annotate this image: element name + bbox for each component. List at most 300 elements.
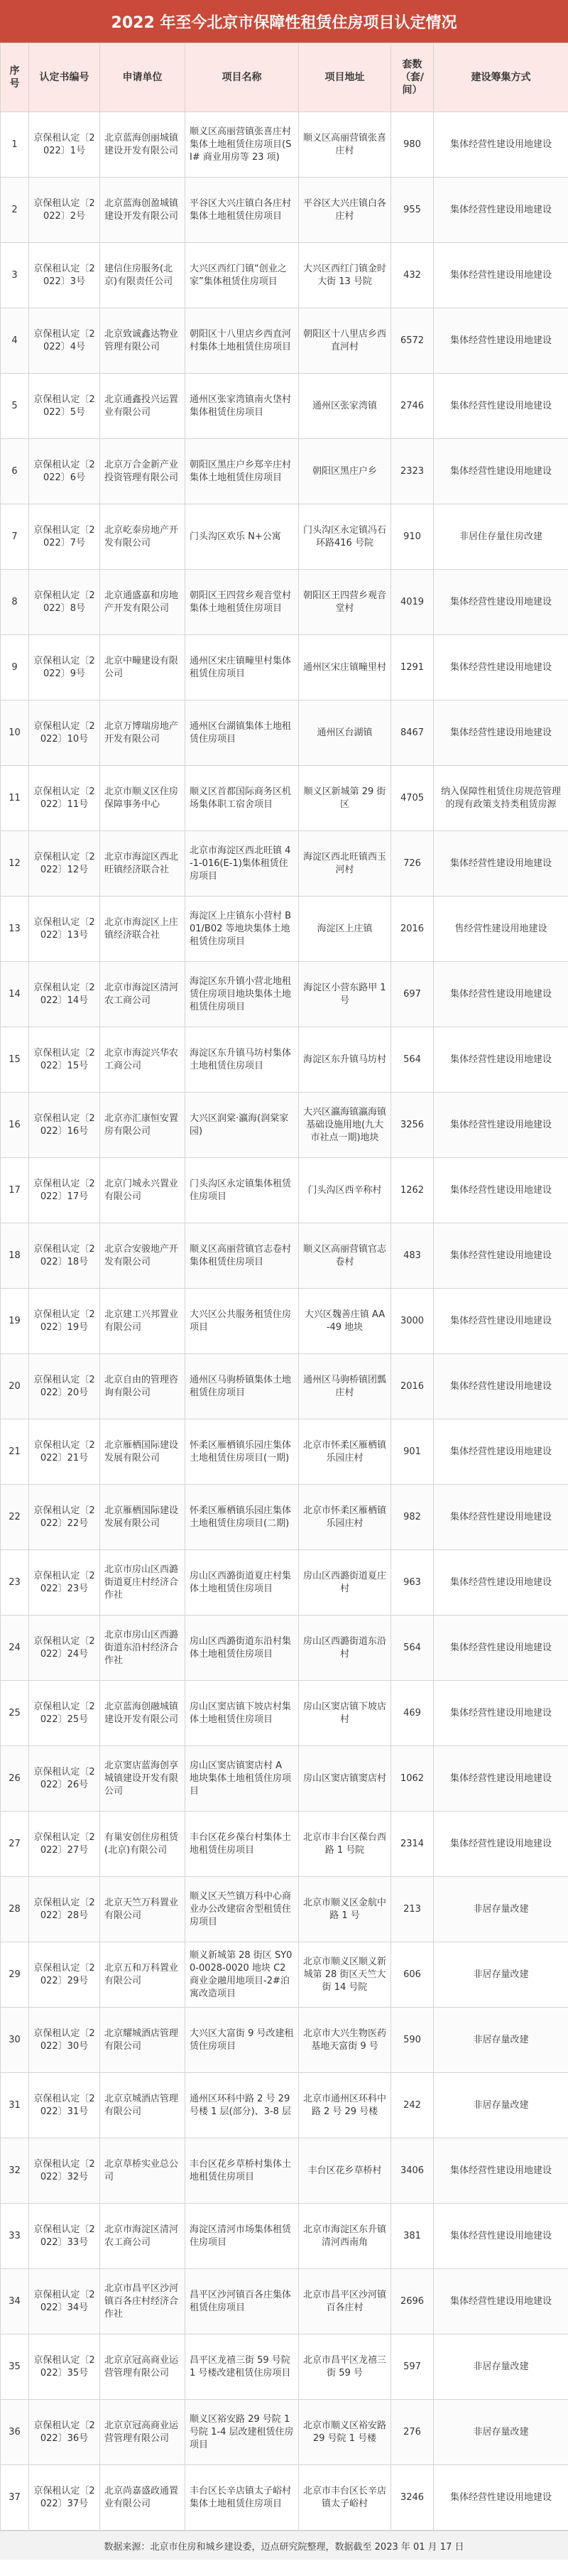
cell-applicant: 北京耀城酒店管理有限公司 [100,2008,185,2073]
cell-units: 8467 [391,700,434,766]
cell-code: 京保租认定〔2022〕11号 [29,766,100,831]
cell-address: 北京市昌平区龙禧三街 59 号 [299,2334,391,2400]
table-row [1,1616,568,1681]
cell-units: 2016 [391,897,434,962]
table-row [1,1158,568,1223]
cell-seq: 29 [1,1942,29,2008]
cell-seq: 4 [1,308,29,374]
cell-method: 集体经营性建设用地建设 [434,1223,568,1289]
cell-seq: 23 [1,1550,29,1616]
cell-code: 京保租认定〔2022〕26号 [29,1746,100,1812]
cell-method: 集体经营性建设用地建设 [434,831,568,897]
cell-method: 非居存量改建 [434,2400,568,2465]
cell-units: 1262 [391,1158,434,1223]
table-row [1,1419,568,1485]
cell-applicant: 建信住房服务(北京)有限责任公司 [100,243,185,308]
cell-seq: 1 [1,112,29,178]
cell-address: 通州区马驹桥镇团瓢庄村 [299,1354,391,1419]
cell-units: 1062 [391,1746,434,1812]
cell-project: 顺义区高丽营镇官志卷村集体租赁住房项目 [185,1223,299,1289]
header-applicant: 申请单位 [100,43,185,112]
cell-code: 京保租认定〔2022〕23号 [29,1550,100,1616]
cell-applicant: 北京京城酒店管理有限公司 [100,2073,185,2138]
cell-units: 2746 [391,374,434,439]
cell-address: 房山区西潞街道东沿村 [299,1616,391,1681]
cell-applicant: 北京雁栖国际建设发展有限公司 [100,1485,185,1550]
cell-applicant: 北京市海淀区清河农工商公司 [100,2204,185,2269]
cell-code: 京保租认定〔2022〕14号 [29,962,100,1027]
cell-address: 大兴区瀛海镇瀛海镇基础设施用地(九大市社点一期)地块 [299,1093,391,1158]
table-row [1,2400,568,2465]
cell-address: 北京市顺义区金航中路 1 号 [299,1877,391,1942]
cell-code: 京保租认定〔2022〕30号 [29,2008,100,2073]
cell-method: 集体经营性建设用地建设 [434,112,568,178]
cell-address: 朝阳区王四营乡观音堂村 [299,570,391,635]
cell-code: 京保租认定〔2022〕1号 [29,112,100,178]
cell-address: 海淀区西北旺镇西玉河村 [299,831,391,897]
cell-method: 集体经营性建设用地建设 [434,439,568,504]
cell-address: 门头沟区西辛称村 [299,1158,391,1223]
cell-units: 1291 [391,635,434,700]
cell-seq: 3 [1,243,29,308]
cell-project: 门头沟区永定镇集体租赁住房项目 [185,1158,299,1223]
cell-seq: 17 [1,1158,29,1223]
cell-code: 京保租认定〔2022〕22号 [29,1485,100,1550]
header-method: 建设筹集方式 [434,43,568,112]
cell-units: 213 [391,1877,434,1942]
cell-seq: 36 [1,2400,29,2465]
cell-project: 海淀区清河市场集体租赁住房项目 [185,2204,299,2269]
cell-code: 京保租认定〔2022〕12号 [29,831,100,897]
cell-project: 怀柔区雁栖镇乐园庄集体土地租赁住房项目(二期) [185,1485,299,1550]
cell-method: 集体经营性建设用地建设 [434,962,568,1027]
cell-seq: 7 [1,504,29,570]
cell-address: 门头沟区永定镇冯石环路416 号院 [299,504,391,570]
cell-code: 京保租认定〔2022〕24号 [29,1616,100,1681]
cell-seq: 21 [1,1419,29,1485]
cell-units: 590 [391,2008,434,2073]
table-row [1,1942,568,2008]
cell-seq: 30 [1,2008,29,2073]
cell-method: 集体经营性建设用地建设 [434,2269,568,2334]
cell-method: 集体经营性建设用地建设 [434,1485,568,1550]
cell-seq: 26 [1,1746,29,1812]
cell-code: 京保租认定〔2022〕7号 [29,504,100,570]
table-row [1,1093,568,1158]
cell-method: 集体经营性建设用地建设 [434,1093,568,1158]
cell-address: 顺义区高丽营镇张喜庄村 [299,112,391,178]
cell-applicant: 北京蓝海创盈城镇建设开发有限公司 [100,178,185,243]
cell-project: 丰台区花乡葆台村集体土地租赁住房项目 [185,1812,299,1877]
cell-address: 海淀区上庄镇 [299,897,391,962]
cell-project: 朝阳区黑庄户乡郑辛庄村集体土地租赁住房项目 [185,439,299,504]
table-header-row [1,43,568,112]
cell-code: 京保租认定〔2022〕6号 [29,439,100,504]
cell-applicant: 北京通鑫投兴运置业有限公司 [100,374,185,439]
table-row [1,504,568,570]
cell-code: 京保租认定〔2022〕5号 [29,374,100,439]
cell-units: 597 [391,2334,434,2400]
cell-code: 京保租认定〔2022〕8号 [29,570,100,635]
cell-address: 北京市怀柔区雁栖镇乐园庄村 [299,1485,391,1550]
cell-project: 北京市海淀区西北旺镇 4-1-016(E-1)集体租赁住房项目 [185,831,299,897]
cell-project: 大兴区西红门镇“创业之家”集体租赁住房项目 [185,243,299,308]
page-title: 2022 年至今北京市保障性租赁住房项目认定情况 [0,0,568,43]
cell-applicant: 北京中疃建设有限公司 [100,635,185,700]
cell-method: 集体经营性建设用地建设 [434,1681,568,1746]
cell-method: 集体经营性建设用地建设 [434,1027,568,1093]
cell-units: 2696 [391,2269,434,2334]
cell-address: 顺义区高丽营镇官志卷村 [299,1223,391,1289]
cell-project: 丰台区长辛店镇太子峪村集体土地租赁住房项目 [185,2465,299,2531]
table-row [1,439,568,504]
cell-method: 集体经营性建设用地建设 [434,243,568,308]
table-row [1,2465,568,2531]
cell-method: 集体经营性建设用地建设 [434,1616,568,1681]
table-row [1,2269,568,2334]
table-row [1,1550,568,1616]
cell-applicant: 北京市海淀区西北旺镇经济联合社 [100,831,185,897]
cell-project: 丰台区花乡草桥村集体土地租赁住房项目 [185,2138,299,2204]
cell-units: 2016 [391,1354,434,1419]
cell-project: 房山区西潞街道东沿村集体土地租赁住房项目 [185,1616,299,1681]
cell-applicant: 北京蓝海创融城镇建设开发有限公司 [100,1681,185,1746]
table-row [1,243,568,308]
cell-seq: 31 [1,2073,29,2138]
cell-applicant: 北京致诚鑫达物业管理有限公司 [100,308,185,374]
header-seq: 序号 [1,43,29,112]
table-row [1,308,568,374]
cell-project: 顺义区天竺镇万科中心商业办公改建宿舍型租赁住房项目 [185,1877,299,1942]
cell-project: 朝阳区十八里店乡西直河村集体土地租赁住房项目 [185,308,299,374]
cell-units: 469 [391,1681,434,1746]
cell-units: 2314 [391,1812,434,1877]
cell-project: 通州区马驹桥镇集体土地租赁住房项目 [185,1354,299,1419]
cell-project: 海淀区上庄镇东小营村 B01/B02 等地块集体土地租赁住房项目 [185,897,299,962]
cell-code: 京保租认定〔2022〕2号 [29,178,100,243]
cell-method: 集体经营性建设用地建设 [434,1812,568,1877]
cell-method: 集体经营性建设用地建设 [434,1289,568,1354]
cell-units: 3406 [391,2138,434,2204]
cell-seq: 34 [1,2269,29,2334]
table-row [1,2073,568,2138]
cell-applicant: 北京市昌平区沙河镇百各庄村经济合作社 [100,2269,185,2334]
header-address: 项目地址 [299,43,391,112]
cell-seq: 28 [1,1877,29,1942]
cell-address: 北京市顺义区裕安路 29 号院 1 号楼 [299,2400,391,2465]
cell-code: 京保租认定〔2022〕16号 [29,1093,100,1158]
cell-address: 北京市丰台区葆台西路 1 号院 [299,1812,391,1877]
cell-units: 3000 [391,1289,434,1354]
cell-project: 顺义区首都国际商务区机场集体职工宿舍项目 [185,766,299,831]
cell-units: 955 [391,178,434,243]
cell-seq: 24 [1,1616,29,1681]
cell-address: 房山区窦店镇下坡店村 [299,1681,391,1746]
cell-method: 集体经营性建设用地建设 [434,308,568,374]
cell-code: 京保租认定〔2022〕13号 [29,897,100,962]
cell-project: 顺义区高丽营镇张喜庄村集体土地租赁住房项目(SI# 商业用房等 23 项) [185,112,299,178]
cell-address: 朝阳区十八里店乡西直河村 [299,308,391,374]
cell-address: 北京市通州区环科中路 2 号 29 号楼 [299,2073,391,2138]
cell-project: 昌平区沙河镇百各庄集体租赁住房项目 [185,2269,299,2334]
cell-applicant: 北京窦店蓝海创享城镇建设开发有限公司 [100,1746,185,1812]
cell-project: 海淀区东升镇马坊村集体土地租赁住房项目 [185,1027,299,1093]
cell-project: 通州区台湖镇集体土地租赁住房项目 [185,700,299,766]
cell-units: 276 [391,2400,434,2465]
cell-method: 集体经营性建设用地建设 [434,1354,568,1419]
table-row [1,1223,568,1289]
cell-units: 564 [391,1616,434,1681]
cell-address: 海淀区小营东路甲 1 号 [299,962,391,1027]
cell-applicant: 北京合安骏地产开发有限公司 [100,1223,185,1289]
cell-units: 483 [391,1223,434,1289]
cell-address: 房山区窦店镇窦店村 [299,1746,391,1812]
cell-code: 京保租认定〔2022〕27号 [29,1812,100,1877]
cell-applicant: 北京天竺万科置业有限公司 [100,1877,185,1942]
table-row [1,1485,568,1550]
cell-applicant: 北京市顺义区住房保障事务中心 [100,766,185,831]
table-row [1,1746,568,1812]
cell-project: 通州区张家湾镇南火垡村集体租赁住房项目 [185,374,299,439]
cell-address: 大兴区魏善庄镇 AA-49 地块 [299,1289,391,1354]
cell-project: 房山区窦店镇窦店村 A 地块集体土地租赁住房项目 [185,1746,299,1812]
cell-applicant: 北京市海淀兴华农工商公司 [100,1027,185,1093]
cell-units: 6572 [391,308,434,374]
cell-address: 平谷区大兴庄镇白各庄村 [299,178,391,243]
cell-code: 京保租认定〔2022〕18号 [29,1223,100,1289]
cell-code: 京保租认定〔2022〕17号 [29,1158,100,1223]
cell-applicant: 北京市海淀区清河农工商公司 [100,962,185,1027]
cell-seq: 20 [1,1354,29,1419]
cell-seq: 13 [1,897,29,962]
table-row [1,700,568,766]
cell-applicant: 北京草桥实业总公司 [100,2138,185,2204]
cell-units: 697 [391,962,434,1027]
cell-units: 726 [391,831,434,897]
cell-applicant: 北京尚嘉盛政通置业有限公司 [100,2465,185,2531]
cell-seq: 10 [1,700,29,766]
table-row [1,1812,568,1877]
table-row [1,112,568,178]
cell-address: 朝阳区黑庄户乡 [299,439,391,504]
table-row [1,374,568,439]
table-row [1,897,568,962]
cell-code: 京保租认定〔2022〕25号 [29,1681,100,1746]
cell-seq: 14 [1,962,29,1027]
table-row [1,831,568,897]
cell-seq: 27 [1,1812,29,1877]
cell-seq: 33 [1,2204,29,2269]
cell-address: 通州区张家湾镇 [299,374,391,439]
data-source-note: 数据来源：北京市住房和城乡建设委，迈点研究院整理，数据截至 2023 年 01 月 17 日 [0,2531,568,2560]
cell-applicant: 北京京冠高商业运营管理有限公司 [100,2334,185,2400]
cell-method: 非居存量改建 [434,2008,568,2073]
cell-method: 非居存量改建 [434,1942,568,2008]
cell-applicant: 北京万博瑞房地产开发有限公司 [100,700,185,766]
table-row [1,2334,568,2400]
cell-method: 售经营性建设用地建设 [434,897,568,962]
cell-code: 京保租认定〔2022〕21号 [29,1419,100,1485]
cell-units: 980 [391,112,434,178]
cell-applicant: 北京门城永兴置业有限公司 [100,1158,185,1223]
cell-method: 非居存量改建 [434,2334,568,2400]
cell-units: 606 [391,1942,434,2008]
cell-applicant: 北京亦汇康恒安置房有限公司 [100,1093,185,1158]
cell-code: 京保租认定〔2022〕15号 [29,1027,100,1093]
cell-applicant: 北京蓝海创丽城镇建设开发有限公司 [100,112,185,178]
cell-project: 昌平区龙禧三街 59 号院 1 号楼改建租赁住房项目 [185,2334,299,2400]
cell-code: 京保租认定〔2022〕36号 [29,2400,100,2465]
cell-units: 432 [391,243,434,308]
cell-seq: 5 [1,374,29,439]
cell-units: 381 [391,2204,434,2269]
cell-applicant: 北京市房山区西潞街道夏庄村经济合作社 [100,1550,185,1616]
cell-code: 京保租认定〔2022〕29号 [29,1942,100,2008]
table-row [1,178,568,243]
table-row [1,1877,568,1942]
cell-address: 海淀区东升镇马坊村 [299,1027,391,1093]
table-row [1,1354,568,1419]
cell-applicant: 北京通盛嘉和房地产开发有限公司 [100,570,185,635]
cell-method: 非居存量改建 [434,1877,568,1942]
table-row [1,635,568,700]
cell-code: 京保租认定〔2022〕31号 [29,2073,100,2138]
cell-applicant: 北京京冠高商业运营管理有限公司 [100,2400,185,2465]
cell-seq: 25 [1,1681,29,1746]
cell-units: 3256 [391,1093,434,1158]
cell-applicant: 北京市房山区西潞街道东沿村经济合作社 [100,1616,185,1681]
table-row [1,2204,568,2269]
cell-method: 非居存量改建 [434,2073,568,2138]
cell-method: 集体经营性建设用地建设 [434,374,568,439]
cell-project: 平谷区大兴庄镇白各庄村集体土地租赁住房项目 [185,178,299,243]
table-row [1,1027,568,1093]
table-row [1,1681,568,1746]
cell-code: 京保租认定〔2022〕34号 [29,2269,100,2334]
cell-method: 集体经营性建设用地建设 [434,700,568,766]
table-row [1,2138,568,2204]
header-code: 认定书编号 [29,43,100,112]
cell-seq: 12 [1,831,29,897]
cell-seq: 16 [1,1093,29,1158]
cell-address: 通州区台湖镇 [299,700,391,766]
cell-address: 丰台区花乡草桥村 [299,2138,391,2204]
cell-address: 北京市大兴生物医药基地天富街 9 号 [299,2008,391,2073]
cell-method: 集体经营性建设用地建设 [434,570,568,635]
table-row [1,962,568,1027]
cell-address: 北京市顺义区顺义新城第 28 街区天竺大街 14 号院 [299,1942,391,2008]
cell-applicant: 北京五和万科置业有限公司 [100,1942,185,2008]
cell-code: 京保租认定〔2022〕35号 [29,2334,100,2400]
cell-units: 910 [391,504,434,570]
cell-project: 房山区窦店镇下坡店村集体土地租赁住房项目 [185,1681,299,1746]
cell-seq: 37 [1,2465,29,2531]
cell-units: 982 [391,1485,434,1550]
cell-seq: 9 [1,635,29,700]
cell-applicant: 北京市海淀区上庄镇经济联合社 [100,897,185,962]
cell-seq: 11 [1,766,29,831]
cell-code: 京保租认定〔2022〕33号 [29,2204,100,2269]
cell-units: 2323 [391,439,434,504]
header-units: 套数（套/间） [391,43,434,112]
cell-project: 门头沟区欢乐 N+公寓 [185,504,299,570]
cell-method: 纳入保障性租赁住房规范管理的现有政策支持类租赁房源 [434,766,568,831]
cell-project: 大兴区大富街 9 号改建租赁住房项目 [185,2008,299,2073]
cell-seq: 22 [1,1485,29,1550]
cell-address: 顺义区新城第 29 街区 [299,766,391,831]
cell-address: 房山区西潞街道夏庄村 [299,1550,391,1616]
cell-project: 顺义区裕安路 29 号院 1 号院 1-4 层改建租赁住房项目 [185,2400,299,2465]
cell-project: 大兴区公共服务租赁住房项目 [185,1289,299,1354]
table-row [1,1289,568,1354]
cell-seq: 18 [1,1223,29,1289]
cell-method: 集体经营性建设用地建设 [434,1158,568,1223]
cell-method: 集体经营性建设用地建设 [434,2204,568,2269]
cell-project: 顺义新城第 28 街区 SY00-0028-0020 地块 C2 商业金融用地项目-2#泊寓改造项目 [185,1942,299,2008]
cell-project: 大兴区润棠·瀛海(润棠家园) [185,1093,299,1158]
cell-code: 京保租认定〔2022〕28号 [29,1877,100,1942]
cell-code: 京保租认定〔2022〕10号 [29,700,100,766]
projects-table [0,43,568,2531]
cell-seq: 32 [1,2138,29,2204]
cell-seq: 15 [1,1027,29,1093]
cell-address: 北京市海淀区东升镇清河西南角 [299,2204,391,2269]
cell-code: 京保租认定〔2022〕3号 [29,243,100,308]
cell-seq: 2 [1,178,29,243]
cell-method: 集体经营性建设用地建设 [434,2138,568,2204]
cell-method: 集体经营性建设用地建设 [434,1550,568,1616]
cell-applicant: 北京万合金新产业投资管理有限公司 [100,439,185,504]
cell-applicant: 北京建工兴邦置业有限公司 [100,1289,185,1354]
cell-address: 通州区宋庄镇疃里村 [299,635,391,700]
cell-project: 通州区环科中路 2 号 29 号楼 1 层(部分)、3-8 层 [185,2073,299,2138]
cell-applicant: 北京屹泰房地产开发有限公司 [100,504,185,570]
cell-units: 564 [391,1027,434,1093]
cell-method: 集体经营性建设用地建设 [434,1746,568,1812]
cell-applicant: 有巢安创住房租赁(北京)有限公司 [100,1812,185,1877]
cell-address: 北京市昌平区沙河镇百各庄村 [299,2269,391,2334]
cell-code: 京保租认定〔2022〕4号 [29,308,100,374]
cell-seq: 6 [1,439,29,504]
cell-method: 集体经营性建设用地建设 [434,635,568,700]
cell-project: 房山区西潞街道夏庄村集体土地租赁住房项目 [185,1550,299,1616]
cell-applicant: 北京雁栖国际建设发展有限公司 [100,1419,185,1485]
cell-project: 朝阳区王四营乡观音堂村集体土地租赁住房项目 [185,570,299,635]
cell-method: 集体经营性建设用地建设 [434,2465,568,2531]
cell-code: 京保租认定〔2022〕19号 [29,1289,100,1354]
table-row [1,766,568,831]
cell-units: 3246 [391,2465,434,2531]
cell-project: 海淀区东升镇小营北地租赁住房项目地块集体土地租赁住房项目 [185,962,299,1027]
cell-project: 怀柔区雁栖镇乐园庄集体土地租赁住房项目(一期) [185,1419,299,1485]
cell-seq: 8 [1,570,29,635]
cell-address: 北京市丰台区长辛店镇太子峪村 [299,2465,391,2531]
cell-units: 242 [391,2073,434,2138]
cell-units: 901 [391,1419,434,1485]
table-row [1,570,568,635]
cell-address: 北京市怀柔区雁栖镇乐园庄村 [299,1419,391,1485]
cell-units: 963 [391,1550,434,1616]
cell-code: 京保租认定〔2022〕32号 [29,2138,100,2204]
cell-seq: 19 [1,1289,29,1354]
cell-seq: 35 [1,2334,29,2400]
cell-method: 非居住存量住房改建 [434,504,568,570]
cell-code: 京保租认定〔2022〕20号 [29,1354,100,1419]
cell-code: 京保租认定〔2022〕37号 [29,2465,100,2531]
header-project: 项目名称 [185,43,299,112]
cell-method: 集体经营性建设用地建设 [434,178,568,243]
cell-units: 4019 [391,570,434,635]
